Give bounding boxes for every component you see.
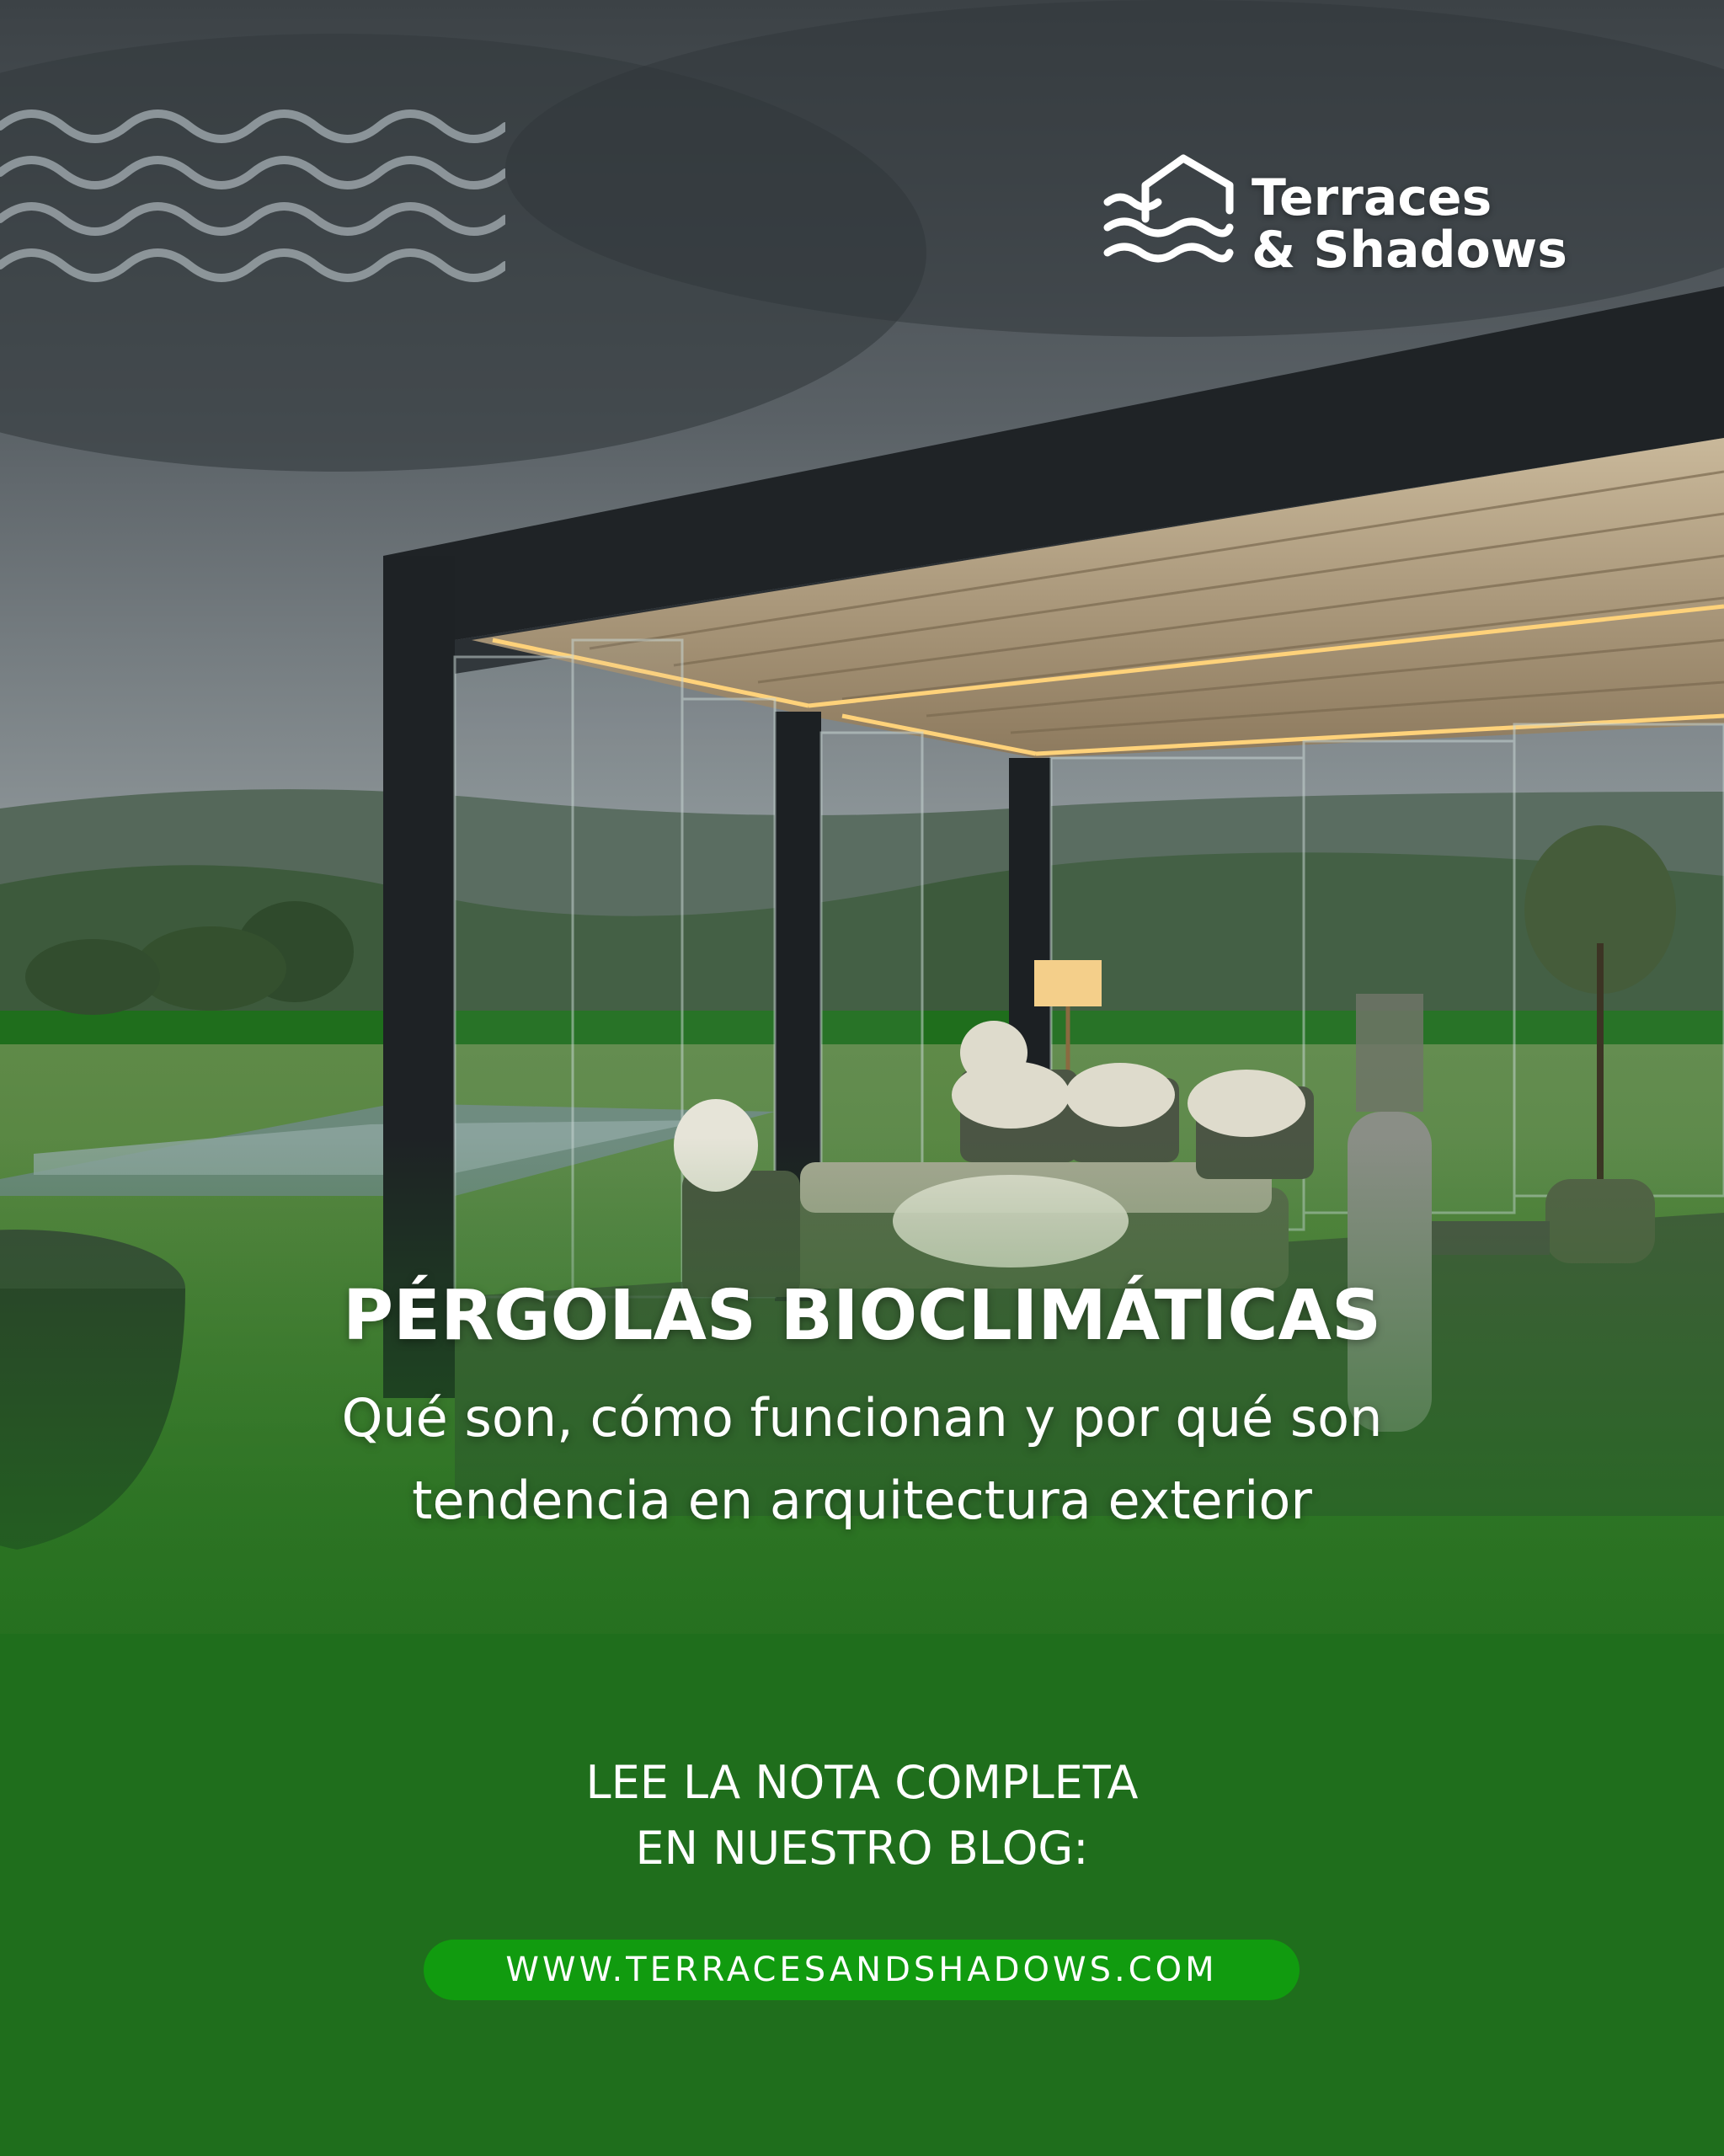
decorative-waves-icon — [0, 109, 505, 312]
cta-line1: LEE LA NOTA COMPLETA — [585, 1756, 1139, 1809]
brand-name-line1: Terraces — [1252, 168, 1492, 227]
cta-text — [0, 1750, 1724, 1881]
website-url-link[interactable]: WWW.TERRACESANDSHADOWS.COM — [424, 1940, 1300, 2000]
house-waves-icon — [1103, 152, 1238, 278]
brand-name-line2: & Shadows — [1252, 221, 1567, 280]
headline: PÉRGOLAS BIOCLIMÁTICAS — [342, 1276, 1382, 1356]
cta-line2: EN NUESTRO BLOG: — [635, 1822, 1089, 1875]
brand-logo — [1103, 152, 1583, 295]
subtitle-line1: Qué son, cómo funcionan y por qué son — [341, 1387, 1383, 1449]
subtitle-line2: tendencia en arquitectura exterior — [412, 1470, 1312, 1531]
subtitle — [0, 1377, 1724, 1542]
brand-name — [1252, 168, 1567, 280]
